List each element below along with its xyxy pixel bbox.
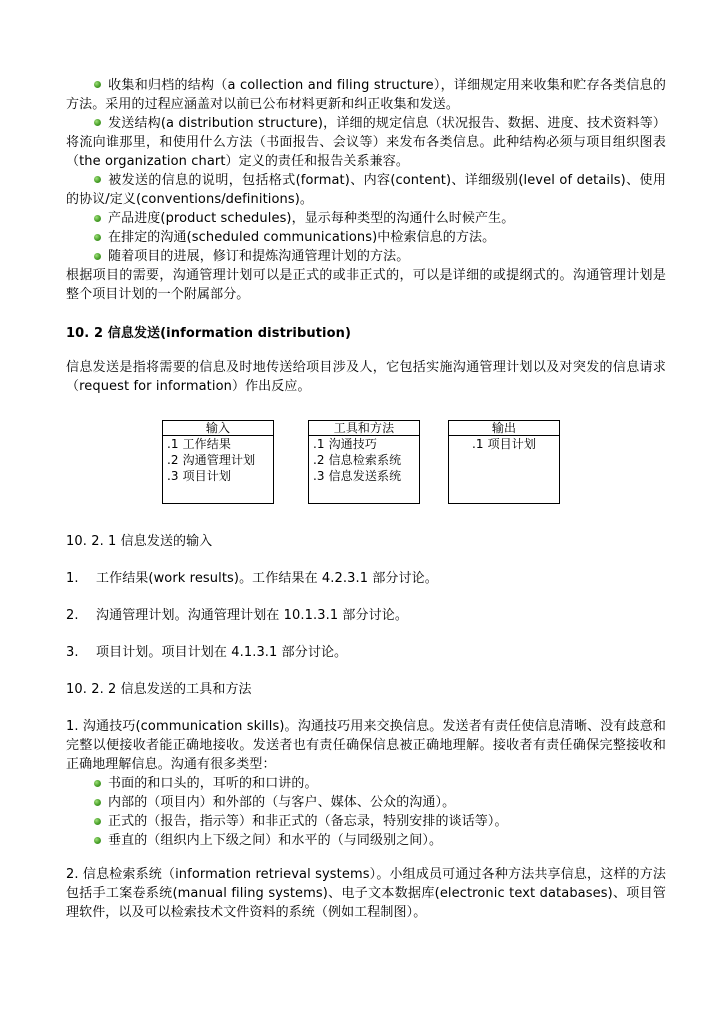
tools-box [308,420,420,504]
list-item-text: 在排定的沟通(scheduled communications)中检索信息的方法。 [108,230,496,245]
item-text: 工作结果(work results)。工作结果在 4.2.3.1 部分讨论。 [96,571,438,586]
subsection-heading: 10. 2. 2 信息发送的工具和方法 [66,682,252,697]
numbered-item [66,569,666,588]
list-item-text: 产品进度(product schedules)，显示每种类型的沟通什么时候产生。 [108,211,515,226]
outputs-box [448,420,560,504]
bullet-icon [94,81,101,88]
list-item [66,171,666,209]
item-number: 2. [66,608,79,623]
list-item [66,774,666,793]
list-item-text: 正式的（报告，指示等）和非正式的（备忘录，特别安排的谈话等）。 [108,814,508,829]
list-item [66,831,666,850]
list-item [66,247,666,266]
subsection-heading: 10. 2. 1 信息发送的输入 [66,534,213,549]
bullet-icon [94,837,101,844]
list-item-text: 收集和归档的结构（a collection and filing structure），详细规定用来收集和贮存各类信息的方法。采用的过程应涵盖对以前已公布材料更新和纠正收集和发送。 [66,78,666,112]
section-heading: 10. 2 信息发送(information distribution) [66,326,352,341]
list-item [66,76,666,114]
item-text: 项目计划。项目计划在 4.1.3.1 部分讨论。 [96,645,348,660]
numbered-item [66,606,666,625]
paragraph: 2. 信息检索系统（information retrieval systems）。小组成员可通过各种方法共享信息，这样的方法包括手工案卷系统(manual filing systems)、电子文本数据库(electronic text databases)、项目管理软件，以及可以检索技术文件资料的系统（例如工程制图）。 [66,867,666,920]
bullet-icon [94,215,101,222]
list-item-text: 书面的和口头的，耳听的和口讲的。 [108,776,318,791]
list-item-text: 发送结构(a distribution structure)，详细的规定信息（状况报告、数据、进度、技术资料等）将流向谁那里，和使用什么方法（书面报告、会议等）来发布各类信息。此种结构必须与项目组织图表（the organization chart）定义的责任和报告关系兼容。 [66,116,666,169]
inputs-box-title: 输入 [163,421,273,436]
tools-item: .3 信息发送系统 [313,469,402,483]
inputs-item: .3 项目计划 [167,469,231,483]
bullet-icon [94,253,101,260]
tools-box-title: 工具和方法 [309,421,419,436]
list-item-text: 内部的（项目内）和外部的（与客户、媒体、公众的沟通）。 [108,795,456,810]
tools-item: .2 信息检索系统 [313,453,402,467]
item-number: 1. [66,571,79,586]
list-item-text: 垂直的（组织内上下级之间）和水平的（与同级别之间）。 [108,833,443,848]
list-item [66,228,666,247]
process-diagram [66,420,666,508]
list-item-text: 被发送的信息的说明，包括格式(format)、内容(content)、详细级别(level of details)、使用的协议/定义(conventions/definitions)。 [66,173,666,207]
list-item [66,209,666,228]
bullet-icon [94,119,101,126]
tools-item: .1 沟通技巧 [313,437,377,451]
bullet-icon [94,234,101,241]
numbered-item [66,643,666,662]
inputs-item: .2 沟通管理计划 [167,453,256,467]
paragraph: 根据项目的需要，沟通管理计划可以是正式的或非正式的，可以是详细的或提纲式的。沟通管理计划是整个项目计划的一个附属部分。 [66,268,666,302]
outputs-box-title: 输出 [449,421,559,436]
list-item [66,114,666,171]
outputs-item: .1 项目计划 [472,437,536,451]
bullet-icon [94,176,101,183]
item-number: 3. [66,645,79,660]
inputs-item: .1 工作结果 [167,437,231,451]
inputs-box [162,420,274,504]
list-item-text: 随着项目的进展，修订和提炼沟通管理计划的方法。 [108,249,410,264]
bullet-icon [94,818,101,825]
list-item [66,793,666,812]
paragraph: 1. 沟通技巧(communication skills)。沟通技巧用来交换信息。发送者有责任使信息清晰、没有歧意和完整以便接收者能正确地接收。发送者也有责任确保信息被正确地理解。接收者有责任确保完整接收和正确地理解信息。沟通有很多类型： [66,719,666,772]
section-intro: 信息发送是指将需要的信息及时地传送给项目涉及人，它包括实施沟通管理计划以及对突发的信息请求（request for information）作出反应。 [66,360,666,394]
list-item [66,812,666,831]
item-text: 沟通管理计划。沟通管理计划在 10.1.3.1 部分讨论。 [96,608,408,623]
bullet-icon [94,799,101,806]
document-page [66,76,666,922]
bullet-icon [94,780,101,787]
